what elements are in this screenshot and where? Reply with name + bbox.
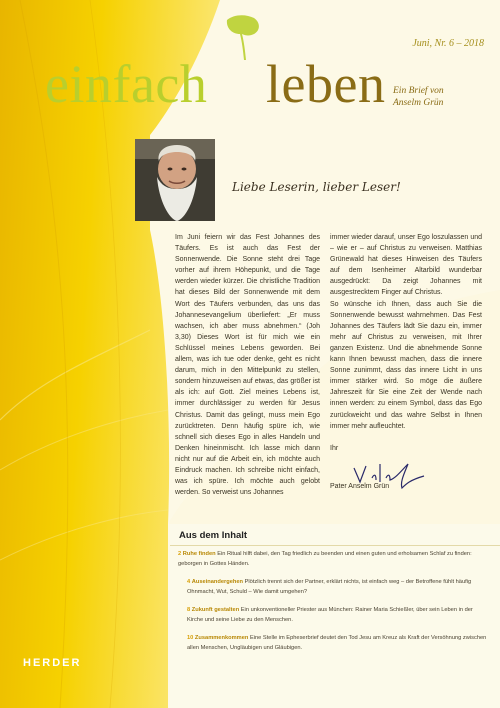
item-heading: Zukunft gestalten bbox=[191, 607, 240, 613]
item-page-number: 10 bbox=[187, 635, 194, 641]
contents-title: Aus dem Inhalt bbox=[179, 530, 248, 541]
item-page-number: 2 bbox=[178, 551, 182, 557]
letter-column-2 bbox=[330, 232, 482, 492]
item-heading: Zusammenkommen bbox=[194, 635, 249, 641]
issue-date: Juni, Nr. 6 – 2018 bbox=[412, 38, 484, 49]
greeting: Liebe Leserin, lieber Leser! bbox=[232, 180, 401, 194]
item-heading: Auseinandergehen bbox=[191, 579, 243, 585]
contents-item[interactable] bbox=[178, 550, 478, 569]
item-heading: Ruhe finden bbox=[182, 551, 216, 557]
title-einfach: einfach bbox=[45, 54, 208, 114]
letter-paragraph: immer wieder darauf, unser Ego loszulassen und – wie er – auf Christus zu verweisen. Matthias Grünewald hat dieses Hinweisen des Täufers auf dem Isenheimer Altarbild wunderbar ausgedrückt: Da zeigt Johannes mit ausgestrecktem Finger auf Christus. bbox=[330, 234, 482, 297]
contents-item[interactable] bbox=[187, 606, 487, 625]
letter-column-1 bbox=[175, 232, 320, 498]
item-page-number: 4 bbox=[187, 579, 191, 585]
tagline bbox=[393, 85, 493, 109]
author-photo bbox=[135, 139, 215, 221]
letter-paragraph: So wünsche ich Ihnen, dass auch Sie die Sonnenwende bewusst wahrnehmen. Das Fest Johannes des Täufers lädt Sie dazu ein, immer mehr auf Christus zu verweisen, mit Ihrer ganzen Existenz. Und die abnehmende Sonne kann Ihnen bewusst machen, dass die innere Sonne zunimmt, dass das innere Licht in uns immer stärker wird. So möge die äußere Jahreszeit für Sie eine Zeit der Wende nach innen werden: zu einem Symbol, dass das Ego zurückweicht und das wahre Selbst in Ihnen immer mehr aufleuchtet. bbox=[330, 300, 482, 430]
item-text: Eine Stelle im Epheserbrief deutet den Tod Jesu am Kreuz als Kraft der Versöhnung zwischen allen Menschen, Ungläubigen und Gläubigen. bbox=[187, 635, 487, 651]
item-page-number: 8 bbox=[187, 607, 191, 613]
ginkgo-leaf-icon bbox=[224, 12, 264, 64]
contents-item[interactable] bbox=[187, 634, 487, 653]
item-text: Ein unkonventioneller Priester aus München: Rainer Maria Schießler, über sein Leben in der Kirche und seine Liebe zu den Menschen. bbox=[187, 607, 473, 623]
contents-item[interactable] bbox=[187, 578, 487, 597]
divider bbox=[170, 545, 500, 546]
tagline-line2: Anselm Grün bbox=[393, 98, 444, 108]
signer-name: Pater Anselm Grün bbox=[330, 482, 390, 490]
letter-paragraph: Im Juni feiern wir das Fest Johannes des Täufers. Es ist auch das Fest der Sonnenwende. Die Sonne steht drei Tage vorher auf ihrem Höhepunkt, und die Tage werden wieder kürzer. Die christliche Tradition hat dieses Bild der Sonnenwende mit dem Wort des Täufers verbunden, das uns das Johannesevangelium überliefert: „Er muss wachsen, ich aber muss abnehmen.“ (Joh 3,30) Dieses Wort ist für mich wie ein Schlüssel meines Lebens geworden. Bei allem, was ich tue oder denke, geht es nicht darum, mich in den Mittelpunkt zu stellen, sondern hinzuweisen auf etwas, das größer ist als ich: auf Gott. Ziel meines Lebens ist, immer durchlässiger zu werden für Jesus Christus. Damit das gelingt, muss mein Ego zurücktreten. Denn häufig spüre ich, wie schnell sich dieses Ego in alles Handeln und Denken hineinmischt. Ich lasse mich dann nicht nur auf die Arbeit ein, ich möchte auch Eindruck machen. Ich schreibe nicht einfach, was ich spüre. Ich möchte auch gelobt werden. So verweist uns Johannes bbox=[175, 234, 320, 497]
publisher-logo: HERDER bbox=[23, 657, 82, 669]
tagline-line1: Ein Brief von bbox=[393, 86, 444, 96]
handwritten-signature bbox=[350, 460, 430, 490]
title-leben: leben bbox=[266, 54, 386, 114]
letter-closing: Ihr bbox=[330, 444, 339, 452]
item-text: Plötzlich trennt sich der Partner, erklärt nichts, ist einfach weg – der Betroffene fühlt häufig Ohnmacht, Wut, Schuld – Wie damit umgehen? bbox=[187, 579, 472, 595]
item-text: Ein Ritual hilft dabei, den Tag friedlich zu beenden und einen guten und erholsamen Schlaf zu finden: geborgen in Gottes Händen. bbox=[178, 551, 472, 567]
